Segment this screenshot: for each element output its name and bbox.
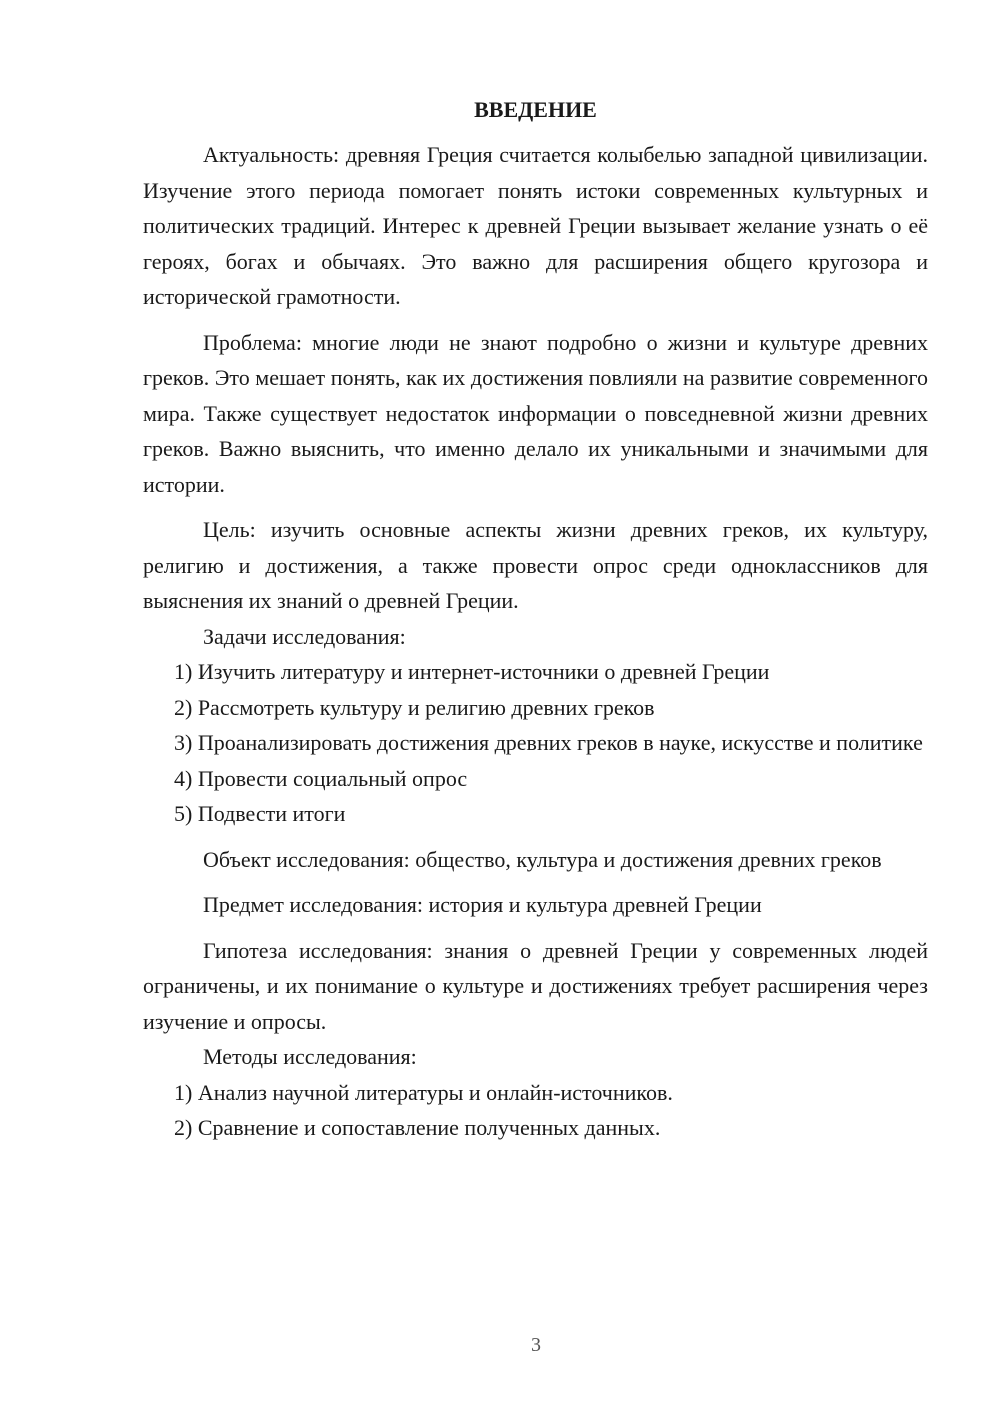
task-item: 3) Проанализировать достижения древних греков в науке, искусстве и политике [174,730,923,755]
relevance-paragraph: Актуальность: древняя Греция считается колыбелью западной цивилизации. Изучение этого периода помогает понять истоки современных культурных и политических традиций. Интерес к древней Греции вызывает желание узнать о её героях, богах и обычаях. Это важно для расширения общего кругозора и исторической грамотности. [143,142,928,309]
document-page [143,92,928,1146]
task-item: 4) Провести социальный опрос [174,765,468,791]
page-number: 3 [531,1334,541,1356]
problem-paragraph: Проблема: многие люди не знают подробно о жизни и культуре древних греков. Это мешает понять, как их достижения повлияли на развитие современного мира. Также существует недостаток информации о повседневной жизни древних греков. Важно выяснить, что именно делало их уникальными и значимыми для истории. [143,329,928,497]
page-title: ВВЕДЕНИЕ [474,97,597,122]
method-item: 1) Анализ научной литературы и онлайн-источников. [174,1079,673,1105]
hypothesis-paragraph: Гипотеза исследования: знания о древней Греции у современных людей ограничены, и их понимание о культуре и достижениях требует расширения через изучение и опросы. [143,937,928,1034]
task-item: 5) Подвести итоги [174,801,346,826]
methods-heading: Методы исследования: [203,1044,417,1069]
task-item: 1) Изучить литературу и интернет-источники о древней Греции [174,659,770,684]
object-paragraph: Объект исследования: общество, культура и достижения древних греков [203,846,882,872]
goal-paragraph: Цель: изучить основные аспекты жизни древних греков, их культуру, религию и достижения, а также провести опрос среди одноклассников для выяснения их знаний о древней Греции. [143,517,928,613]
method-item: 2) Сравнение и сопоставление полученных данных. [174,1115,661,1140]
subject-paragraph: Предмет исследования: история и культура древней Греции [203,892,762,917]
task-item: 2) Рассмотреть культуру и религию древних греков [174,694,655,720]
tasks-heading: Задачи исследования: [203,623,406,649]
